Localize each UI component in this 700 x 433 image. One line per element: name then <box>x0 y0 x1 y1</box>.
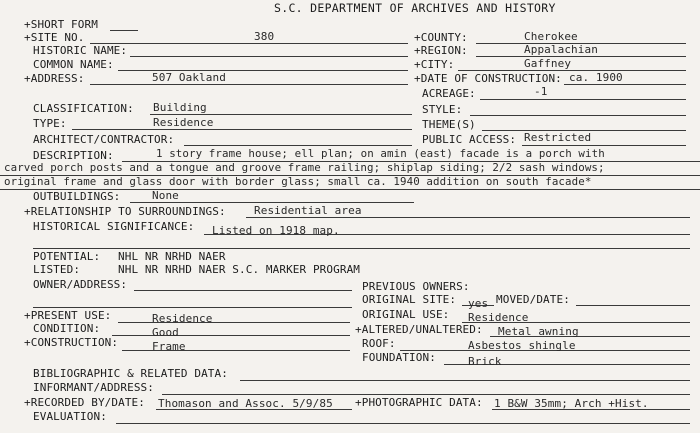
date-of-construction-label: +DATE OF CONSTRUCTION: <box>414 72 562 85</box>
architect-contractor-label: ARCHITECT/CONTRACTOR: <box>33 133 175 146</box>
type-value: Residence <box>153 116 214 129</box>
previous-owners-label: PREVIOUS OWNERS: <box>362 280 470 293</box>
public-access-line <box>522 145 686 146</box>
description-line-2: carved porch posts and a tongue and groove frame railing; shiplap siding; 2/2 sash windows; <box>4 161 605 174</box>
relationship-line <box>246 217 690 218</box>
type-line <box>72 129 412 130</box>
evaluation-label: EVALUATION: <box>33 410 107 423</box>
outbuildings-label: OUTBUILDINGS: <box>33 190 121 203</box>
historic-name-label: HISTORIC NAME: <box>33 44 128 57</box>
construction-value: Frame <box>152 340 186 353</box>
original-site-value: yes <box>468 297 489 310</box>
original-site-label: ORIGINAL SITE: <box>362 293 457 306</box>
site-no-line <box>90 43 408 44</box>
condition-line <box>112 335 350 336</box>
owner-address-line-2 <box>33 307 352 308</box>
architect-contractor-line <box>184 145 412 146</box>
county-label: +COUNTY: <box>414 31 468 44</box>
present-use-label: +PRESENT USE: <box>24 309 112 322</box>
relationship-label: +RELATIONSHIP TO SURROUNDINGS: <box>24 205 226 218</box>
outbuildings-value: None <box>152 189 179 202</box>
condition-label: CONDITION: <box>33 322 101 335</box>
photographic-data-value: 1 B&W 35mm; Arch +Hist. <box>494 397 649 410</box>
foundation-value: Brick <box>468 355 502 368</box>
short-form-line <box>110 30 138 31</box>
city-value: Gaffney <box>524 57 572 70</box>
informant-address-label: INFORMANT/ADDRESS: <box>33 381 155 394</box>
photographic-data-label: +PHOTOGRAPHIC DATA: <box>355 396 483 409</box>
roof-label: ROOF: <box>362 337 396 350</box>
acreage-label: ACREAGE: <box>422 87 476 100</box>
public-access-label: PUBLIC ACCESS: <box>422 133 517 146</box>
acreage-value: -1 <box>534 85 548 98</box>
moved-date-label: MOVED/DATE: <box>496 293 570 306</box>
style-line <box>470 115 686 116</box>
classification-value: Building <box>153 101 207 114</box>
themes-label: THEME(S) <box>422 118 476 131</box>
address-value: 507 Oakland <box>152 71 226 84</box>
listed-label: LISTED: <box>33 263 81 276</box>
form-title: S.C. DEPARTMENT OF ARCHIVES AND HISTORY <box>274 1 556 15</box>
recorded-by-value: Thomason and Assoc. 5/9/85 <box>158 397 333 410</box>
date-of-construction-line <box>564 84 686 85</box>
classification-line <box>150 114 412 115</box>
condition-value: Good <box>152 326 179 339</box>
classification-label: CLASSIFICATION: <box>33 102 134 115</box>
recorded-by-label: +RECORDED BY/DATE: <box>24 396 146 409</box>
owner-address-label: OWNER/ADDRESS: <box>33 278 128 291</box>
moved-date-line <box>576 305 690 306</box>
historical-significance-line-2 <box>33 248 690 249</box>
region-label: +REGION: <box>414 44 468 57</box>
acreage-line <box>480 99 686 100</box>
altered-unaltered-label: +ALTERED/UNALTERED: <box>355 323 483 336</box>
description-line-3: original frame and glass door with border glass; small ca. 1940 addition on south facade* <box>4 175 592 188</box>
original-use-label: ORIGINAL USE: <box>362 308 450 321</box>
description-line-1: 1 story frame house; ell plan; on amin (east) facade is a porch with <box>156 147 605 160</box>
foundation-label: FOUNDATION: <box>362 351 436 364</box>
original-use-value: Residence <box>468 311 529 324</box>
region-value: Appalachian <box>524 43 598 56</box>
potential-options: NHL NR NRHD NAER <box>118 250 226 263</box>
altered-unaltered-value: Metal awning <box>498 325 579 338</box>
relationship-value: Residential area <box>254 204 362 217</box>
city-label: +CITY: <box>414 58 455 71</box>
historical-significance-label: HISTORICAL SIGNIFICANCE: <box>33 220 195 233</box>
bibliographic-label: BIBLIOGRAPHIC & RELATED DATA: <box>33 367 228 380</box>
construction-label: +CONSTRUCTION: <box>24 336 119 349</box>
date-of-construction-value: ca. 1900 <box>569 71 623 84</box>
county-value: Cherokee <box>524 30 578 43</box>
roof-value: Asbestos shingle <box>468 339 576 352</box>
outbuildings-line <box>130 202 414 203</box>
historical-significance-value: Listed on 1918 map. <box>212 224 340 237</box>
short-form-label: +SHORT FORM <box>24 18 98 31</box>
common-name-label: COMMON NAME: <box>33 58 114 71</box>
present-use-value: Residence <box>152 312 213 325</box>
bibliographic-line <box>240 380 690 381</box>
evaluation-line <box>116 423 690 424</box>
style-label: STYLE: <box>422 103 463 116</box>
owner-address-line <box>134 290 352 291</box>
region-line <box>476 56 686 57</box>
potential-label: POTENTIAL: <box>33 250 101 263</box>
historic-name-line <box>130 56 408 57</box>
listed-options: NHL NR NRHD NAER S.C. MARKER PROGRAM <box>118 263 361 276</box>
informant-address-line <box>162 394 690 395</box>
type-label: TYPE: <box>33 117 67 130</box>
address-label: +ADDRESS: <box>24 72 85 85</box>
address-line <box>90 84 408 85</box>
site-no-value: 380 <box>254 30 275 43</box>
site-no-label: +SITE NO. <box>24 31 85 44</box>
public-access-value: Restricted <box>524 131 592 144</box>
description-label: DESCRIPTION: <box>33 149 114 162</box>
